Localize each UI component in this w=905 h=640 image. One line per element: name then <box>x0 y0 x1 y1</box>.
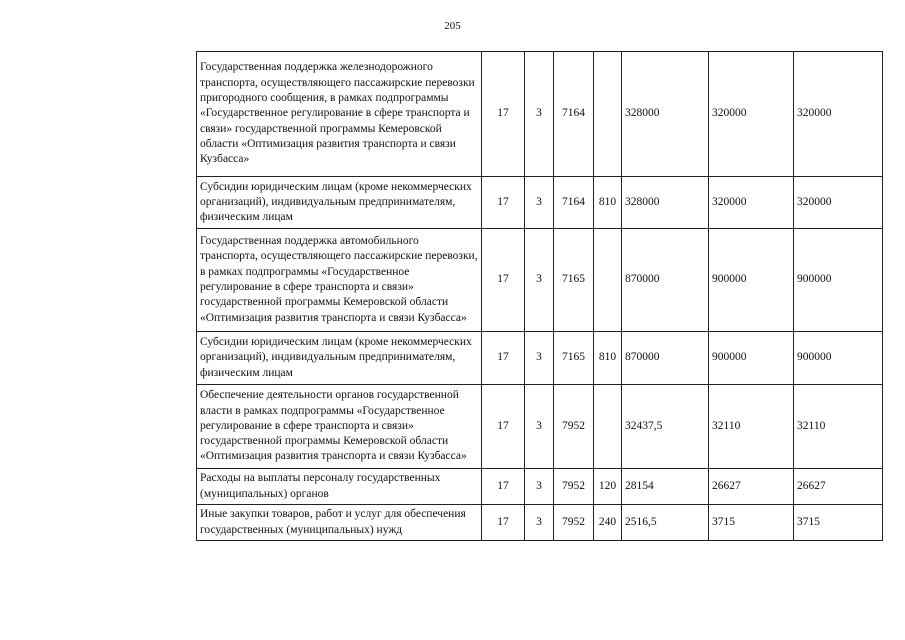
amount-year-2: 320000 <box>709 52 794 177</box>
budget-item-name: Государственная поддержка железнодорожного транспорта, осуществляющего пассажирские перевозки пригородного сообщения, в рамках подпрограммы «Государственное регулирование в сфере транспорта и связи» государственной программы Кемеровской области «Оптимизация развития транспорта и связи Кузбасса» <box>197 52 482 177</box>
budget-item-name: Расходы на выплаты персоналу государственных (муниципальных) органов <box>197 469 482 505</box>
table-body <box>197 52 883 541</box>
ministry-code: 17 <box>482 52 525 177</box>
amount-year-3: 900000 <box>794 332 883 385</box>
amount-year-1: 870000 <box>622 229 709 332</box>
section-code: 3 <box>525 505 554 541</box>
amount-year-3: 3715 <box>794 505 883 541</box>
budget-item-name: Иные закупки товаров, работ и услуг для обеспечения государственных (муниципальных) нужд <box>197 505 482 541</box>
amount-year-2: 26627 <box>709 469 794 505</box>
expense-type-code: 240 <box>594 505 622 541</box>
ministry-code: 17 <box>482 332 525 385</box>
budget-item-name: Государственная поддержка автомобильного транспорта, осуществляющего пассажирские перевозки, в рамках подпрограммы «Государственное регулирование в сфере транспорта и связи» государственной программы Кемеровской области «Оптимизация развития транспорта и связи Кузбасса» <box>197 229 482 332</box>
ministry-code: 17 <box>482 177 525 229</box>
section-code: 3 <box>525 177 554 229</box>
amount-year-2: 900000 <box>709 229 794 332</box>
table-row <box>197 177 883 229</box>
ministry-code: 17 <box>482 229 525 332</box>
ministry-code: 17 <box>482 385 525 469</box>
section-code: 3 <box>525 229 554 332</box>
expense-type-code: 810 <box>594 177 622 229</box>
section-code: 3 <box>525 469 554 505</box>
target-article-code: 7165 <box>554 229 594 332</box>
amount-year-3: 320000 <box>794 177 883 229</box>
target-article-code: 7952 <box>554 469 594 505</box>
table-row <box>197 469 883 505</box>
table-row <box>197 385 883 469</box>
amount-year-1: 328000 <box>622 177 709 229</box>
amount-year-2: 32110 <box>709 385 794 469</box>
amount-year-1: 28154 <box>622 469 709 505</box>
amount-year-3: 900000 <box>794 229 883 332</box>
section-code: 3 <box>525 385 554 469</box>
amount-year-2: 320000 <box>709 177 794 229</box>
expense-type-code <box>594 52 622 177</box>
budget-item-name: Обеспечение деятельности органов государственной власти в рамках подпрограммы «Государственное регулирование в сфере транспорта и связи» государственной программы Кемеровской области «Оптимизация развития транспорта и связи Кузбасса» <box>197 385 482 469</box>
table-row <box>197 52 883 177</box>
target-article-code: 7164 <box>554 177 594 229</box>
section-code: 3 <box>525 52 554 177</box>
budget-item-name: Субсидии юридическим лицам (кроме некоммерческих организаций), индивидуальным предпринимателям, физическим лицам <box>197 177 482 229</box>
amount-year-1: 2516,5 <box>622 505 709 541</box>
amount-year-1: 870000 <box>622 332 709 385</box>
expense-type-code <box>594 229 622 332</box>
table-row <box>197 332 883 385</box>
budget-table <box>196 51 883 541</box>
amount-year-2: 900000 <box>709 332 794 385</box>
section-code: 3 <box>525 332 554 385</box>
target-article-code: 7164 <box>554 52 594 177</box>
target-article-code: 7952 <box>554 385 594 469</box>
amount-year-3: 32110 <box>794 385 883 469</box>
expense-type-code: 810 <box>594 332 622 385</box>
amount-year-3: 320000 <box>794 52 883 177</box>
amount-year-3: 26627 <box>794 469 883 505</box>
amount-year-1: 32437,5 <box>622 385 709 469</box>
table-row <box>197 229 883 332</box>
page-number: 205 <box>444 20 461 32</box>
budget-item-name: Субсидии юридическим лицам (кроме некоммерческих организаций), индивидуальным предпринимателям, физическим лицам <box>197 332 482 385</box>
amount-year-1: 328000 <box>622 52 709 177</box>
amount-year-2: 3715 <box>709 505 794 541</box>
expense-type-code: 120 <box>594 469 622 505</box>
target-article-code: 7952 <box>554 505 594 541</box>
table-row <box>197 505 883 541</box>
target-article-code: 7165 <box>554 332 594 385</box>
ministry-code: 17 <box>482 469 525 505</box>
expense-type-code <box>594 385 622 469</box>
ministry-code: 17 <box>482 505 525 541</box>
